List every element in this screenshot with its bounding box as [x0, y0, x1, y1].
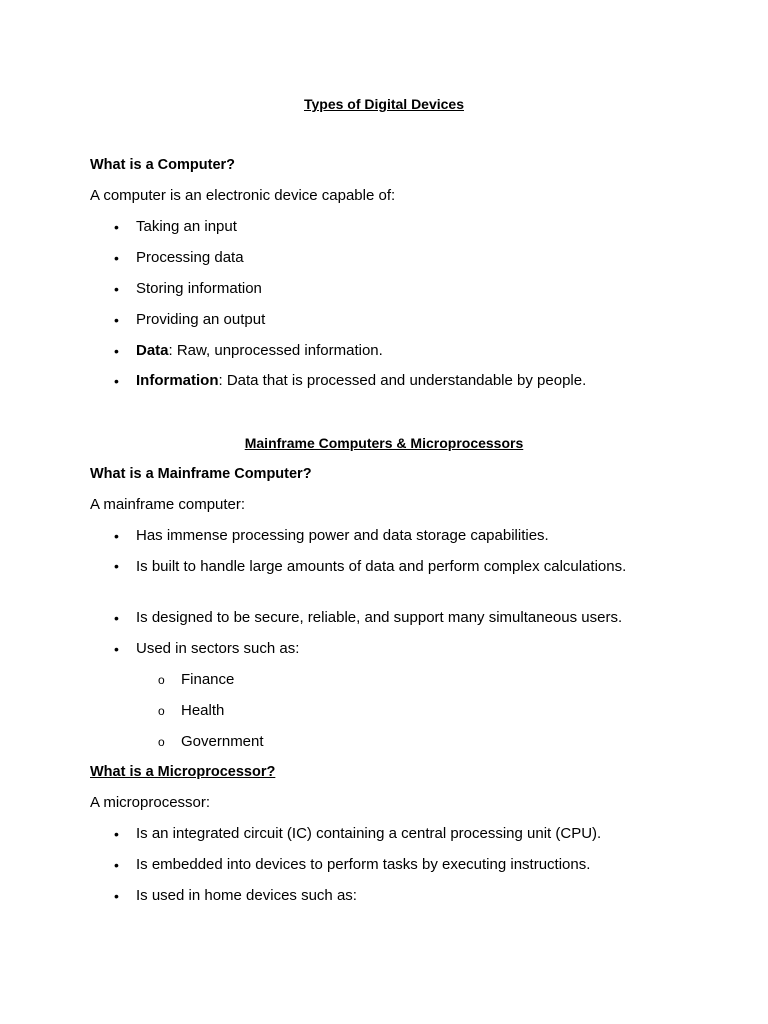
bullet: •: [114, 250, 119, 266]
list-item: Has immense processing power and data storage capabilities.: [136, 527, 549, 544]
bullet: •: [114, 219, 119, 235]
bullet: •: [114, 610, 119, 626]
term-data: Data: [136, 342, 169, 359]
sub-bullet: o: [158, 735, 165, 749]
list-item: Providing an output: [136, 311, 266, 328]
list-item: Storing information: [136, 280, 262, 297]
bullet: •: [114, 641, 119, 657]
list-item: Used in sectors such as:: [136, 640, 300, 657]
bullet: •: [114, 343, 119, 359]
question-computer: What is a Computer?: [90, 157, 236, 173]
sub-bullet: o: [158, 704, 165, 718]
bullet: •: [114, 281, 119, 297]
definition-information: [136, 371, 586, 391]
section-heading-mainframe: Mainframe Computers & Microprocessors: [244, 435, 524, 451]
bullet: •: [114, 528, 119, 544]
definition-text: : Raw, unprocessed information.: [168, 342, 383, 359]
sub-bullet: o: [158, 673, 165, 687]
question-mainframe: What is a Mainframe Computer?: [90, 466, 312, 482]
list-item: Is an integrated circuit (IC) containing a central processing unit (CPU).: [136, 825, 602, 842]
list-item: Is built to handle large amounts of data and perform complex calculations.: [136, 558, 627, 575]
bullet: •: [114, 312, 119, 328]
bullet: •: [114, 373, 119, 389]
list-item: Is used in home devices such as:: [136, 887, 357, 904]
list-item: Processing data: [136, 249, 244, 266]
document-title: Types of Digital Devices: [303, 96, 464, 112]
bullet: •: [114, 826, 119, 842]
question-microprocessor: What is a Microprocessor?: [90, 764, 276, 780]
definition-text: : Data that is processed and understandable by people.: [218, 372, 587, 389]
list-item: Is embedded into devices to perform tasks by executing instructions.: [136, 856, 591, 873]
bullet: •: [114, 857, 119, 873]
term-information: Information: [136, 372, 219, 389]
list-item: Taking an input: [136, 218, 237, 235]
sub-list-item: Finance: [181, 671, 235, 688]
sub-list-item: Government: [181, 733, 264, 750]
microprocessor-intro: A microprocessor:: [90, 794, 211, 811]
bullet: •: [114, 558, 119, 574]
sub-list-item: Health: [181, 702, 225, 719]
bullet: •: [114, 888, 119, 904]
list-item: Is designed to be secure, reliable, and support many simultaneous users.: [136, 609, 623, 626]
definition-data: [136, 341, 383, 361]
computer-intro: A computer is an electronic device capable of:: [90, 187, 396, 204]
mainframe-intro: A mainframe computer:: [90, 496, 246, 513]
